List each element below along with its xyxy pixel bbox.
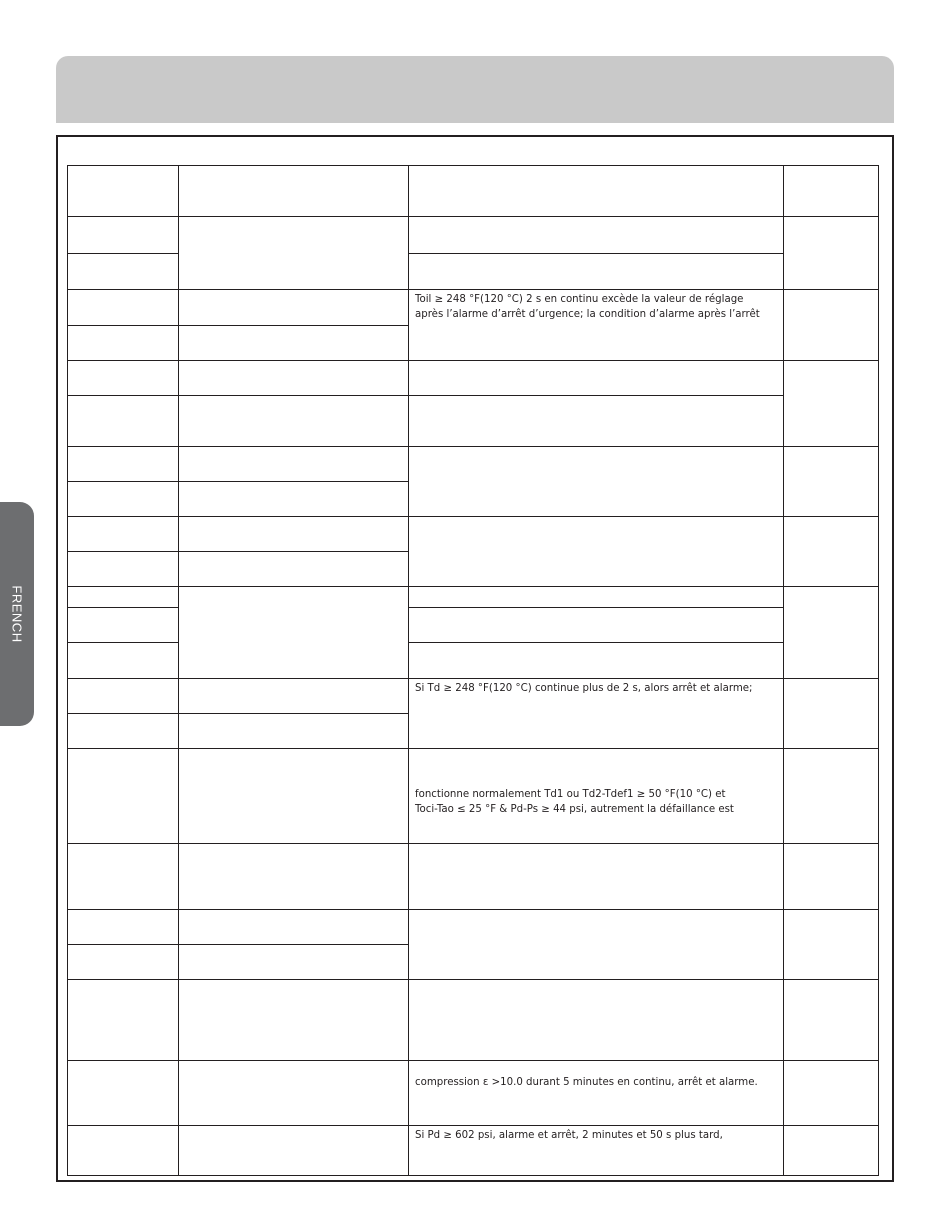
description-text: fonctionne normalement Td1 ou Td2-Tdef1 ≥ 50 °F(10 °C) et xyxy=(415,789,726,800)
table-cell xyxy=(179,290,409,326)
description-text: après l’alarme d’arrêt d’urgence; la condition d’alarme après l’arrêt xyxy=(415,309,760,320)
table-cell xyxy=(68,552,179,587)
description-text: Toil ≥ 248 °F(120 °C) 2 s en continu excède la valeur de réglage xyxy=(415,294,744,305)
header-band xyxy=(56,56,894,123)
table-cell xyxy=(784,1126,878,1176)
table-cell xyxy=(68,608,179,643)
table-cell xyxy=(68,217,179,254)
table-cell xyxy=(409,608,784,643)
table-cell xyxy=(68,1061,179,1126)
side-tab-label: FRENCH xyxy=(9,585,25,643)
table-cell xyxy=(68,1126,179,1176)
table-cell xyxy=(784,587,878,679)
table-cell xyxy=(68,643,179,679)
description-text: Si Td ≥ 248 °F(120 °C) continue plus de 2 s, alors arrêt et alarme; xyxy=(415,683,753,694)
table-cell xyxy=(179,749,409,844)
table-cell xyxy=(409,361,784,396)
table-cell xyxy=(179,482,409,517)
table-cell xyxy=(68,517,179,552)
table-cell xyxy=(68,290,179,326)
table-cell xyxy=(68,714,179,749)
table-cell xyxy=(68,587,179,608)
table-cell xyxy=(68,980,179,1061)
table-cell xyxy=(68,396,179,447)
table-cell xyxy=(179,552,409,587)
table-cell xyxy=(409,254,784,290)
table-cell xyxy=(68,447,179,482)
table-cell xyxy=(409,447,784,517)
table-cell xyxy=(784,1061,878,1126)
table-cell xyxy=(784,844,878,910)
table-cell xyxy=(68,361,179,396)
table-cell xyxy=(784,290,878,361)
table-header-cell xyxy=(179,166,409,217)
table-cell xyxy=(409,910,784,980)
table-cell xyxy=(179,587,409,679)
table-cell xyxy=(409,749,784,844)
table-header-cell xyxy=(409,166,784,217)
table-cell xyxy=(409,844,784,910)
table-cell xyxy=(409,290,784,361)
table-cell xyxy=(784,361,878,447)
table-cell xyxy=(68,679,179,714)
table-cell xyxy=(784,217,878,290)
description-text: Si Pd ≥ 602 psi, alarme et arrêt, 2 minutes et 50 s plus tard, xyxy=(415,1130,723,1141)
table-cell xyxy=(179,844,409,910)
table-cell xyxy=(179,910,409,945)
table-cell xyxy=(409,517,784,587)
table-cell xyxy=(179,1126,409,1176)
table-cell xyxy=(68,326,179,361)
table-cell xyxy=(68,482,179,517)
table-cell xyxy=(179,396,409,447)
table-cell xyxy=(409,643,784,679)
table-cell xyxy=(409,1126,784,1176)
description-text: Toci-Tao ≤ 25 °F & Pd-Ps ≥ 44 psi, autrement la défaillance est xyxy=(415,804,734,815)
table-cell xyxy=(68,254,179,290)
table-cell xyxy=(409,980,784,1061)
table-cell xyxy=(179,980,409,1061)
description-text: compression ε >10.0 durant 5 minutes en continu, arrêt et alarme. xyxy=(415,1077,758,1088)
table-cell xyxy=(179,679,409,714)
table-cell xyxy=(179,326,409,361)
table-cell xyxy=(784,447,878,517)
table-cell xyxy=(68,945,179,980)
table-cell xyxy=(68,844,179,910)
table-header-cell xyxy=(784,166,878,217)
table-cell xyxy=(409,587,784,608)
table-cell xyxy=(179,447,409,482)
table-cell xyxy=(68,910,179,945)
table-cell xyxy=(784,517,878,587)
table-cell xyxy=(784,910,878,980)
table-cell xyxy=(784,980,878,1061)
table-cell xyxy=(784,679,878,749)
table-cell xyxy=(179,1061,409,1126)
table-cell xyxy=(409,1061,784,1126)
table-cell xyxy=(179,714,409,749)
table-cell xyxy=(179,517,409,552)
table-cell xyxy=(784,749,878,844)
fault-code-table xyxy=(67,165,879,1176)
table-cell xyxy=(409,679,784,749)
table-cell xyxy=(179,361,409,396)
table-cell xyxy=(179,945,409,980)
table-cell xyxy=(68,749,179,844)
table-cell xyxy=(179,217,409,290)
table-cell xyxy=(409,396,784,447)
table-cell xyxy=(409,217,784,254)
language-side-tab xyxy=(0,502,34,726)
table-header-cell xyxy=(68,166,179,217)
